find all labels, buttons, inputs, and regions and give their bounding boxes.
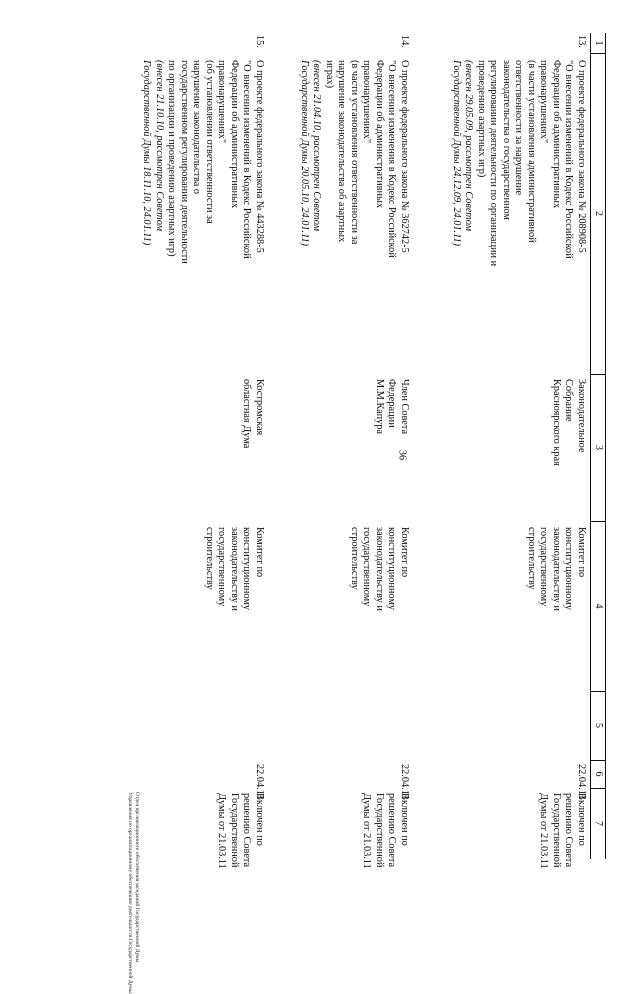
text-line: Государственной Думы 18.11.10, 24.01.11): [141, 60, 153, 246]
text-line: Собрание: [563, 379, 575, 422]
row-number: [575, 35, 588, 53]
footer-line: Отдел организационного обеспечения заседаний Государственной Думы: [134, 792, 140, 963]
text-line: Костромская: [254, 379, 265, 436]
text-line: государственному: [216, 527, 228, 607]
text-line: Государственной: [551, 793, 562, 868]
text-line: играх): [324, 60, 335, 89]
text-line: нарушение законодательства о: [191, 60, 203, 195]
header-col-6: 6: [593, 771, 604, 777]
text-line: правонарушениях": [361, 60, 373, 144]
text-line: М.М.Капура: [374, 379, 385, 435]
text-line: Включен по: [254, 793, 265, 846]
text-line: законодательству и: [551, 527, 562, 611]
text-line: конституционному: [386, 527, 398, 611]
bill-text: [298, 60, 411, 372]
text-line: Государственной: [374, 793, 385, 868]
text-line: Комитет по: [576, 527, 587, 578]
committee: [203, 527, 266, 689]
author: [240, 379, 265, 519]
row-number: [398, 35, 411, 53]
text-line: законодательству и: [374, 527, 385, 611]
committee: [348, 527, 411, 689]
row-number-text: 13.: [576, 35, 587, 48]
table-header: [590, 33, 606, 859]
page-number: 36: [396, 450, 408, 460]
footer-line: Управления по организационному обеспечению деятельности Государственной Думы: [127, 792, 133, 994]
text-line: ответственности за нарушение: [513, 60, 525, 196]
text-line: О проекте федерального закона № 208908-5: [576, 60, 587, 253]
header-col-5: 5: [593, 723, 604, 728]
text-line: областная Дума: [241, 379, 253, 449]
date-text: 22.04.11: [576, 764, 587, 800]
text-line: Федерации об административных: [229, 60, 240, 209]
text-line: Государственной Думы 24.12.09, 24.01.11): [451, 60, 462, 247]
text-line: Думы от 21.03.11: [361, 793, 373, 869]
text-line: "О внесении изменения в Кодекс Российской: [386, 60, 398, 258]
text-line: Государственной Думы 20.05.10, 24.01.11): [299, 60, 310, 247]
date: [575, 764, 588, 800]
bill-text: [140, 60, 265, 372]
text-line: решению Совета: [563, 793, 575, 868]
text-line: государственному: [538, 527, 550, 607]
text-line: Думы от 21.03.11: [538, 793, 550, 869]
text-line: (внесен 21.10.10, рассмотрен Советом: [154, 60, 165, 232]
row-number-text: 15.: [254, 35, 265, 48]
header-col-2: 2: [593, 211, 604, 216]
text-line: Включен по: [576, 793, 587, 846]
text-line: О проекте федерального закона № 443288-5: [254, 60, 265, 253]
text-line: (внесен 21.04.10, рассмотрен Советом: [311, 60, 323, 232]
text-line: нарушение законодательства об азартных: [336, 60, 348, 243]
header-col-7: 7: [593, 821, 604, 826]
text-line: Федерации об административных: [551, 60, 562, 209]
decision: [537, 793, 587, 869]
text-line: по организации и проведению азартных игр): [166, 60, 178, 257]
text-line: Красноярского края: [551, 379, 562, 466]
text-line: Комитет по: [254, 527, 265, 578]
text-line: правонарушениях": [216, 60, 228, 144]
text-line: конституционному: [563, 527, 575, 611]
text-line: решению Совета: [386, 793, 398, 868]
footer: [126, 792, 140, 994]
row-number: [253, 35, 266, 53]
date: [253, 764, 266, 800]
text-line: Думы от 21.03.11: [216, 793, 228, 869]
row-number-text: 14.: [399, 35, 410, 48]
text-line: (в части установления административной: [526, 60, 537, 243]
decision: [360, 793, 410, 869]
text-line: законодательства о государственном: [501, 60, 512, 220]
text-line: законодательству и: [229, 527, 240, 611]
text-line: решению Совета: [241, 793, 253, 868]
header-col-1: 1: [593, 40, 604, 46]
text-line: "О внесении изменений в Кодекс Российской: [241, 60, 253, 259]
header-col-4: 4: [593, 603, 604, 609]
text-line: Член Совета: [399, 379, 410, 435]
text-line: Федерации об административных: [374, 60, 385, 209]
agenda-table: [26, 33, 606, 869]
author: [373, 379, 411, 519]
date-text: 22.04.11: [254, 764, 265, 800]
author: [550, 379, 588, 519]
text-line: Законодательное: [576, 379, 587, 453]
decision: [215, 793, 265, 869]
date-text: 22.04.11: [399, 764, 410, 800]
text-line: Включен по: [399, 793, 410, 846]
text-line: государственном регулировании деятельности: [179, 60, 190, 264]
text-line: (внесен 29.05.09, рассмотрен Советом: [463, 60, 475, 232]
text-line: Комитет по: [399, 527, 410, 578]
text-line: (об установлении ответственности за: [204, 60, 215, 224]
committee: [525, 527, 588, 689]
text-line: Государственной: [229, 793, 240, 868]
text-line: строительству: [204, 527, 215, 590]
text-line: государственному: [361, 527, 373, 607]
text-line: О проекте федерального закона № 362742-5: [399, 60, 410, 253]
text-line: строительству: [526, 527, 537, 590]
text-line: (в части установления ответственности за: [349, 60, 360, 245]
date: [398, 764, 411, 800]
text-line: проведению азартных игр): [476, 60, 487, 178]
bill-text: [450, 60, 588, 372]
text-line: регулировании деятельности по организации и: [488, 60, 500, 267]
text-line: строительству: [349, 527, 360, 590]
header-col-3: 3: [593, 445, 604, 450]
text-line: конституционному: [241, 527, 253, 611]
text-line: "О внесении изменений в Кодекс Российской: [563, 60, 575, 259]
text-line: правонарушениях": [538, 60, 550, 144]
text-line: Федерации: [386, 379, 398, 428]
